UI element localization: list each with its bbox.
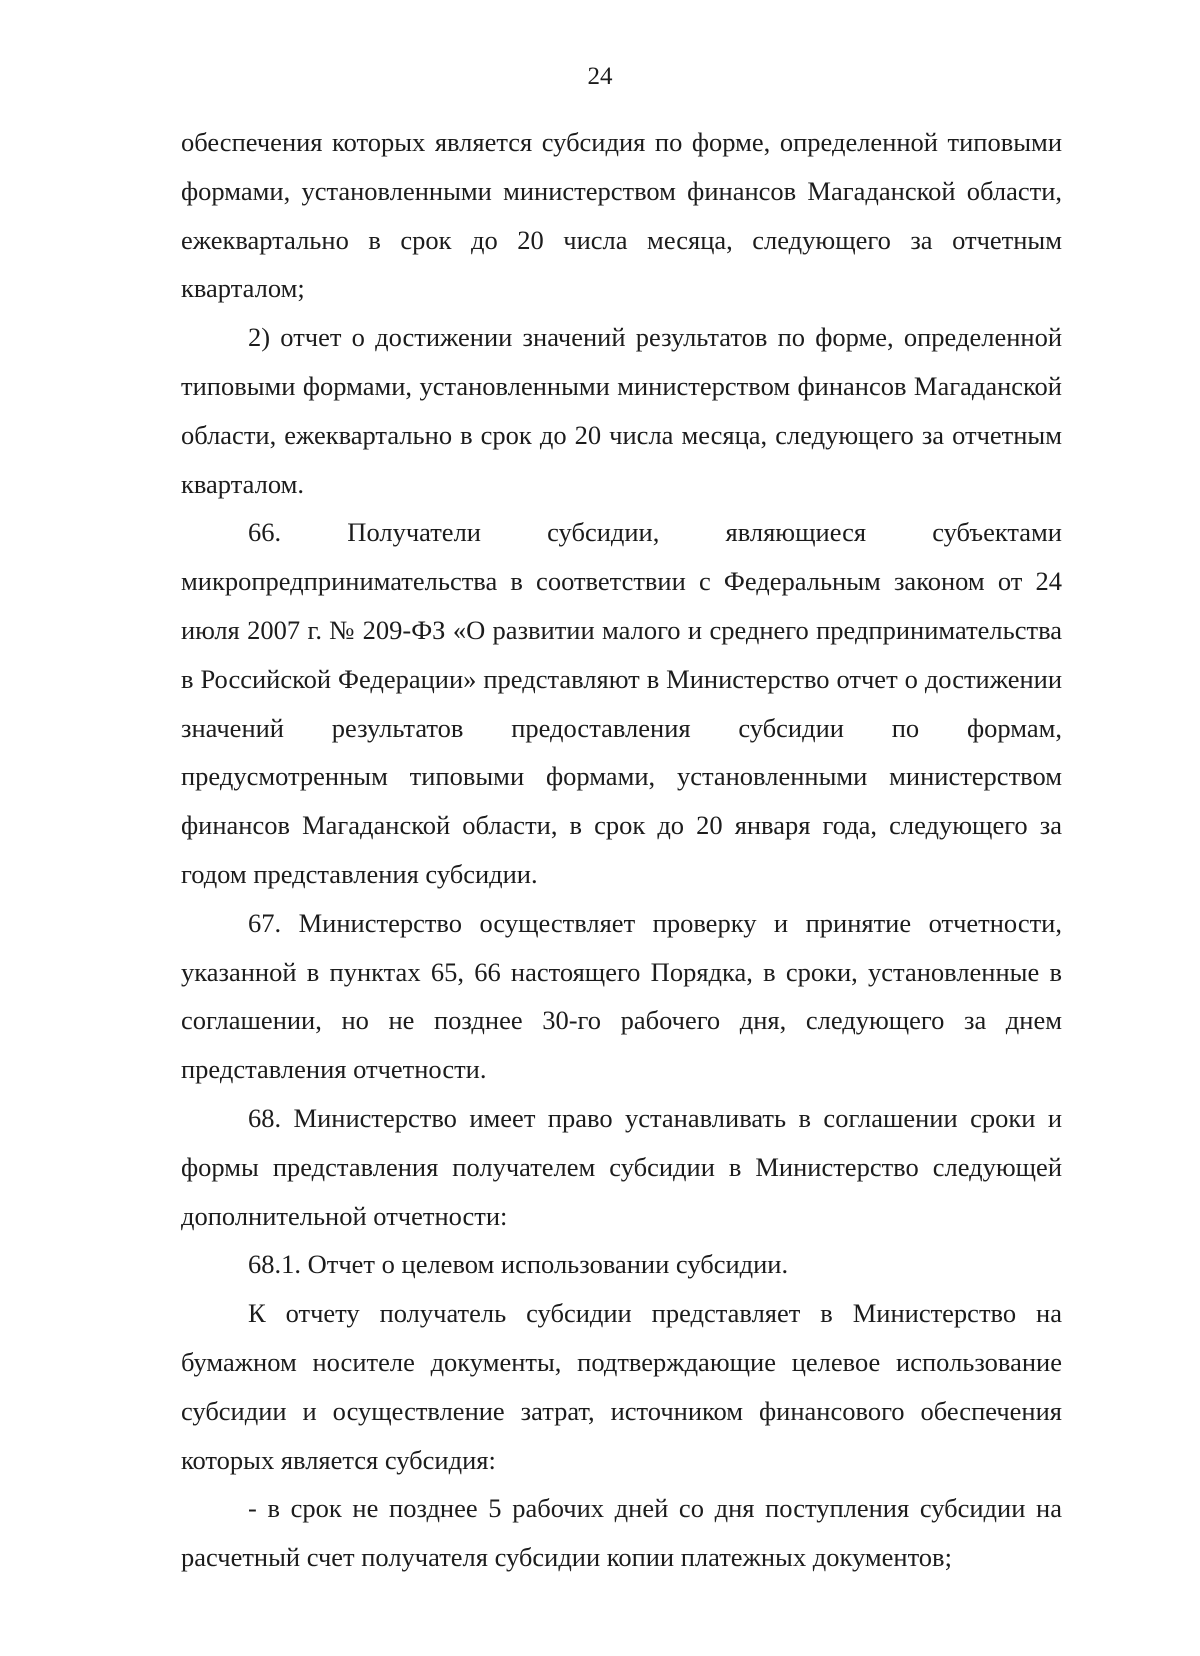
paragraph-67: 67. Министерство осуществляет проверку и принятие отчетности, указанной в пунктах 65, 66 настоящего Порядка, в сроки, установленные в соглашении, но не позднее 30-го рабочего дня, следующего за днем представления отчетности.: [181, 907, 1062, 1085]
document-body: [181, 118, 1062, 1582]
paragraph-list-item: - в срок не позднее 5 рабочих дней со дня поступления субсидии на расчетный счет получателя субсидии копии платежных документов;: [181, 1493, 1062, 1573]
paragraph-68-1: 68.1. Отчет о целевом использовании субсидии.: [248, 1249, 789, 1280]
paragraph-report-documents: К отчету получатель субсидии представляет в Министерство на бумажном носителе документы, подтверждающие целевое использование субсидии и осуществление затрат, источником финансового обеспечения которых является субсидия:: [181, 1298, 1062, 1475]
paragraph-item-2: 2) отчет о достижении значений результатов по форме, определенной типовыми формами, установленными министерством финансов Магаданской области, ежеквартально в срок до 20 числа месяца, следующего за отчетным кварталом.: [181, 322, 1062, 499]
paragraph-66: 66. Получатели субсидии, являющиеся субъектами микропредпринимательства в соответствии с Федеральным законом от 24 июля 2007 г. № 209-ФЗ «О развитии малого и среднего предпринимательства в Российской Федерации» представляют в Министерство отчет о достижении значений результатов предоставления субсидии по формам, предусмотренным типовыми формами, установленными министерством финансов Магаданской области, в срок до 20 января года, следующего за годом представления субсидии.: [181, 517, 1062, 889]
paragraph-68: 68. Министерство имеет право устанавливать в соглашении сроки и формы представления получателем субсидии в Министерство следующей дополнительной отчетности:: [181, 1102, 1062, 1231]
paragraph-continuation: обеспечения которых является субсидия по форме, определенной типовыми формами, установленными министерством финансов Магаданской области, ежеквартально в срок до 20 числа месяца, следующего за отчетным кварталом;: [181, 127, 1062, 304]
page-number: 24: [587, 63, 613, 90]
